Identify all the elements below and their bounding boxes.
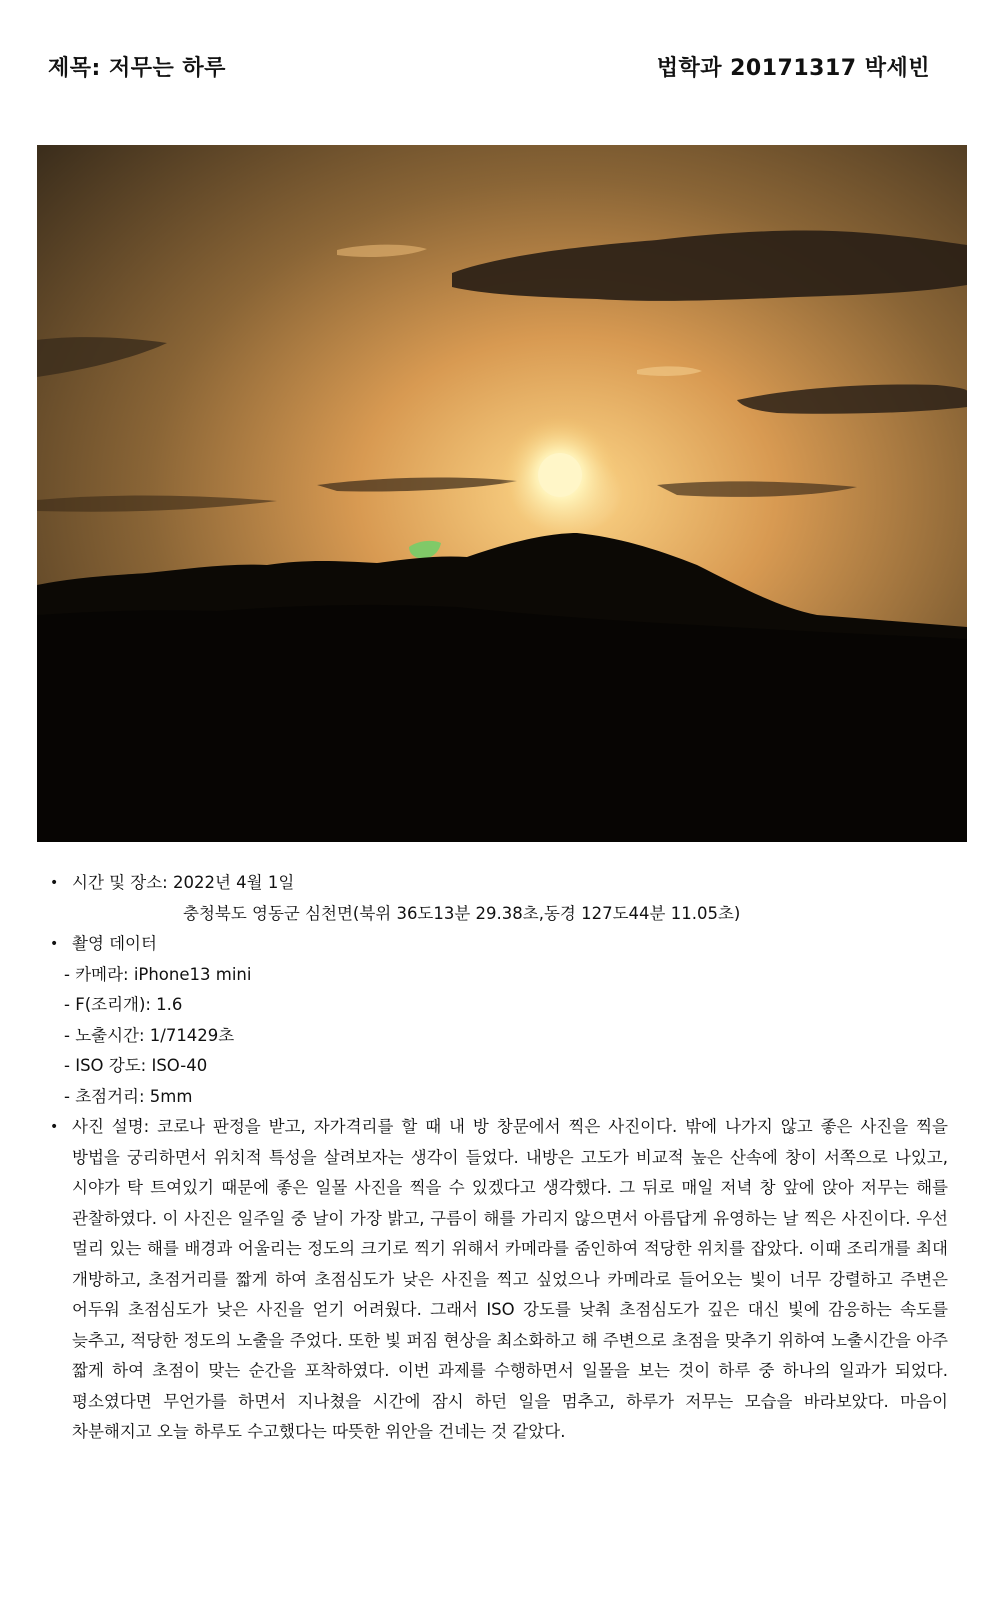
time-place-label: 시간 및 장소: 2022년 4월 1일 <box>72 873 295 892</box>
sunset-photo-icon <box>37 145 967 842</box>
info-section <box>48 868 948 1448</box>
place-detail: 충청북도 영동군 심천면(북위 36도13분 29.38초,동경 127도44분 11.05초) <box>183 903 741 923</box>
sunset-photo <box>37 145 967 842</box>
bullet-icon: • <box>50 936 59 952</box>
aperture-line: - F(조리개): 1.6 <box>64 995 183 1014</box>
photo-description: 사진 설명: 코로나 판정을 받고, 자가격리를 할 때 내 방 창문에서 찍은 사진이다. 밖에 나가지 않고 좋은 사진을 찍을 방법을 궁리하면서 위치적 특성을 살려보자는 생각이 들었다. 내방은 고도가 비교적 높은 산속에 창이 서쪽으로 나있고, 시야가 탁 트여있기 때문에 좋은 일몰 사진을 찍을 수 있겠다고 생각했다. 그 뒤로 매일 저녁 창 앞에 앉아 저무는 해를 관찰하였다. 이 사진은 일주일 중 날이 가장 밝고, 구름이 해를 가리지 않으면서 아름답게 유영하는 날 찍은 사진이다. 우선 멀리 있는 해를 배경과 어울리는 정도의 크기로 찍기 위해서 카메라를 줌인하여 적당한 위치를 잡았다. 이때 조리개를 최대 개방하고, 초점거리를 짧게 하여 초점심도가 낮은 사진을 찍고 싶었으나 카메라로 들어오는 빛이 너무 강렬하고 주변은 어두워 초점심도가 낮은 사진을 얻기 어려웠다. 그래서 ISO 강도를 낮춰 초점심도가 깊은 대신 빛에 감응하는 속도를 늦추고, 적당한 정도의 노출을 주었다. 또한 빛 퍼짐 현상을 최소화하고 해 주변으로 초점을 맞추기 위하여 노출시간을 아주 짧게 하여 초점이 맞는 순간을 포착하였다. 이번 과제를 수행하면서 일몰을 보는 것이 하루 중 하나의 일과가 되었다. 평소였다면 무언가를 하면서 지나쳤을 시간에 잠시 하던 일을 멈추고, 하루가 저무는 모습을 바라보았다. 마음이 차분해지고 오늘 하루도 수고했다는 따뜻한 위안을 건네는 것 같았다. <box>72 1117 948 1441</box>
bullet-icon: • <box>50 875 59 891</box>
page-title: 제목: 저무는 하루 <box>48 55 226 81</box>
iso-line: - ISO 강도: ISO-40 <box>64 1056 208 1075</box>
author-info: 법학과 20171317 박세빈 <box>656 55 930 81</box>
description-item <box>48 1112 948 1448</box>
exposure-line: - 노출시간: 1/71429초 <box>64 1025 235 1045</box>
camera-line: - 카메라: iPhone13 mini <box>64 964 252 984</box>
shoot-data-label: 촬영 데이터 <box>72 934 157 953</box>
shoot-data-item <box>48 929 948 960</box>
time-place-item <box>48 868 948 899</box>
bullet-icon: • <box>50 1119 59 1135</box>
page-header <box>48 46 930 86</box>
focal-line: - 초점거리: 5mm <box>64 1086 193 1106</box>
